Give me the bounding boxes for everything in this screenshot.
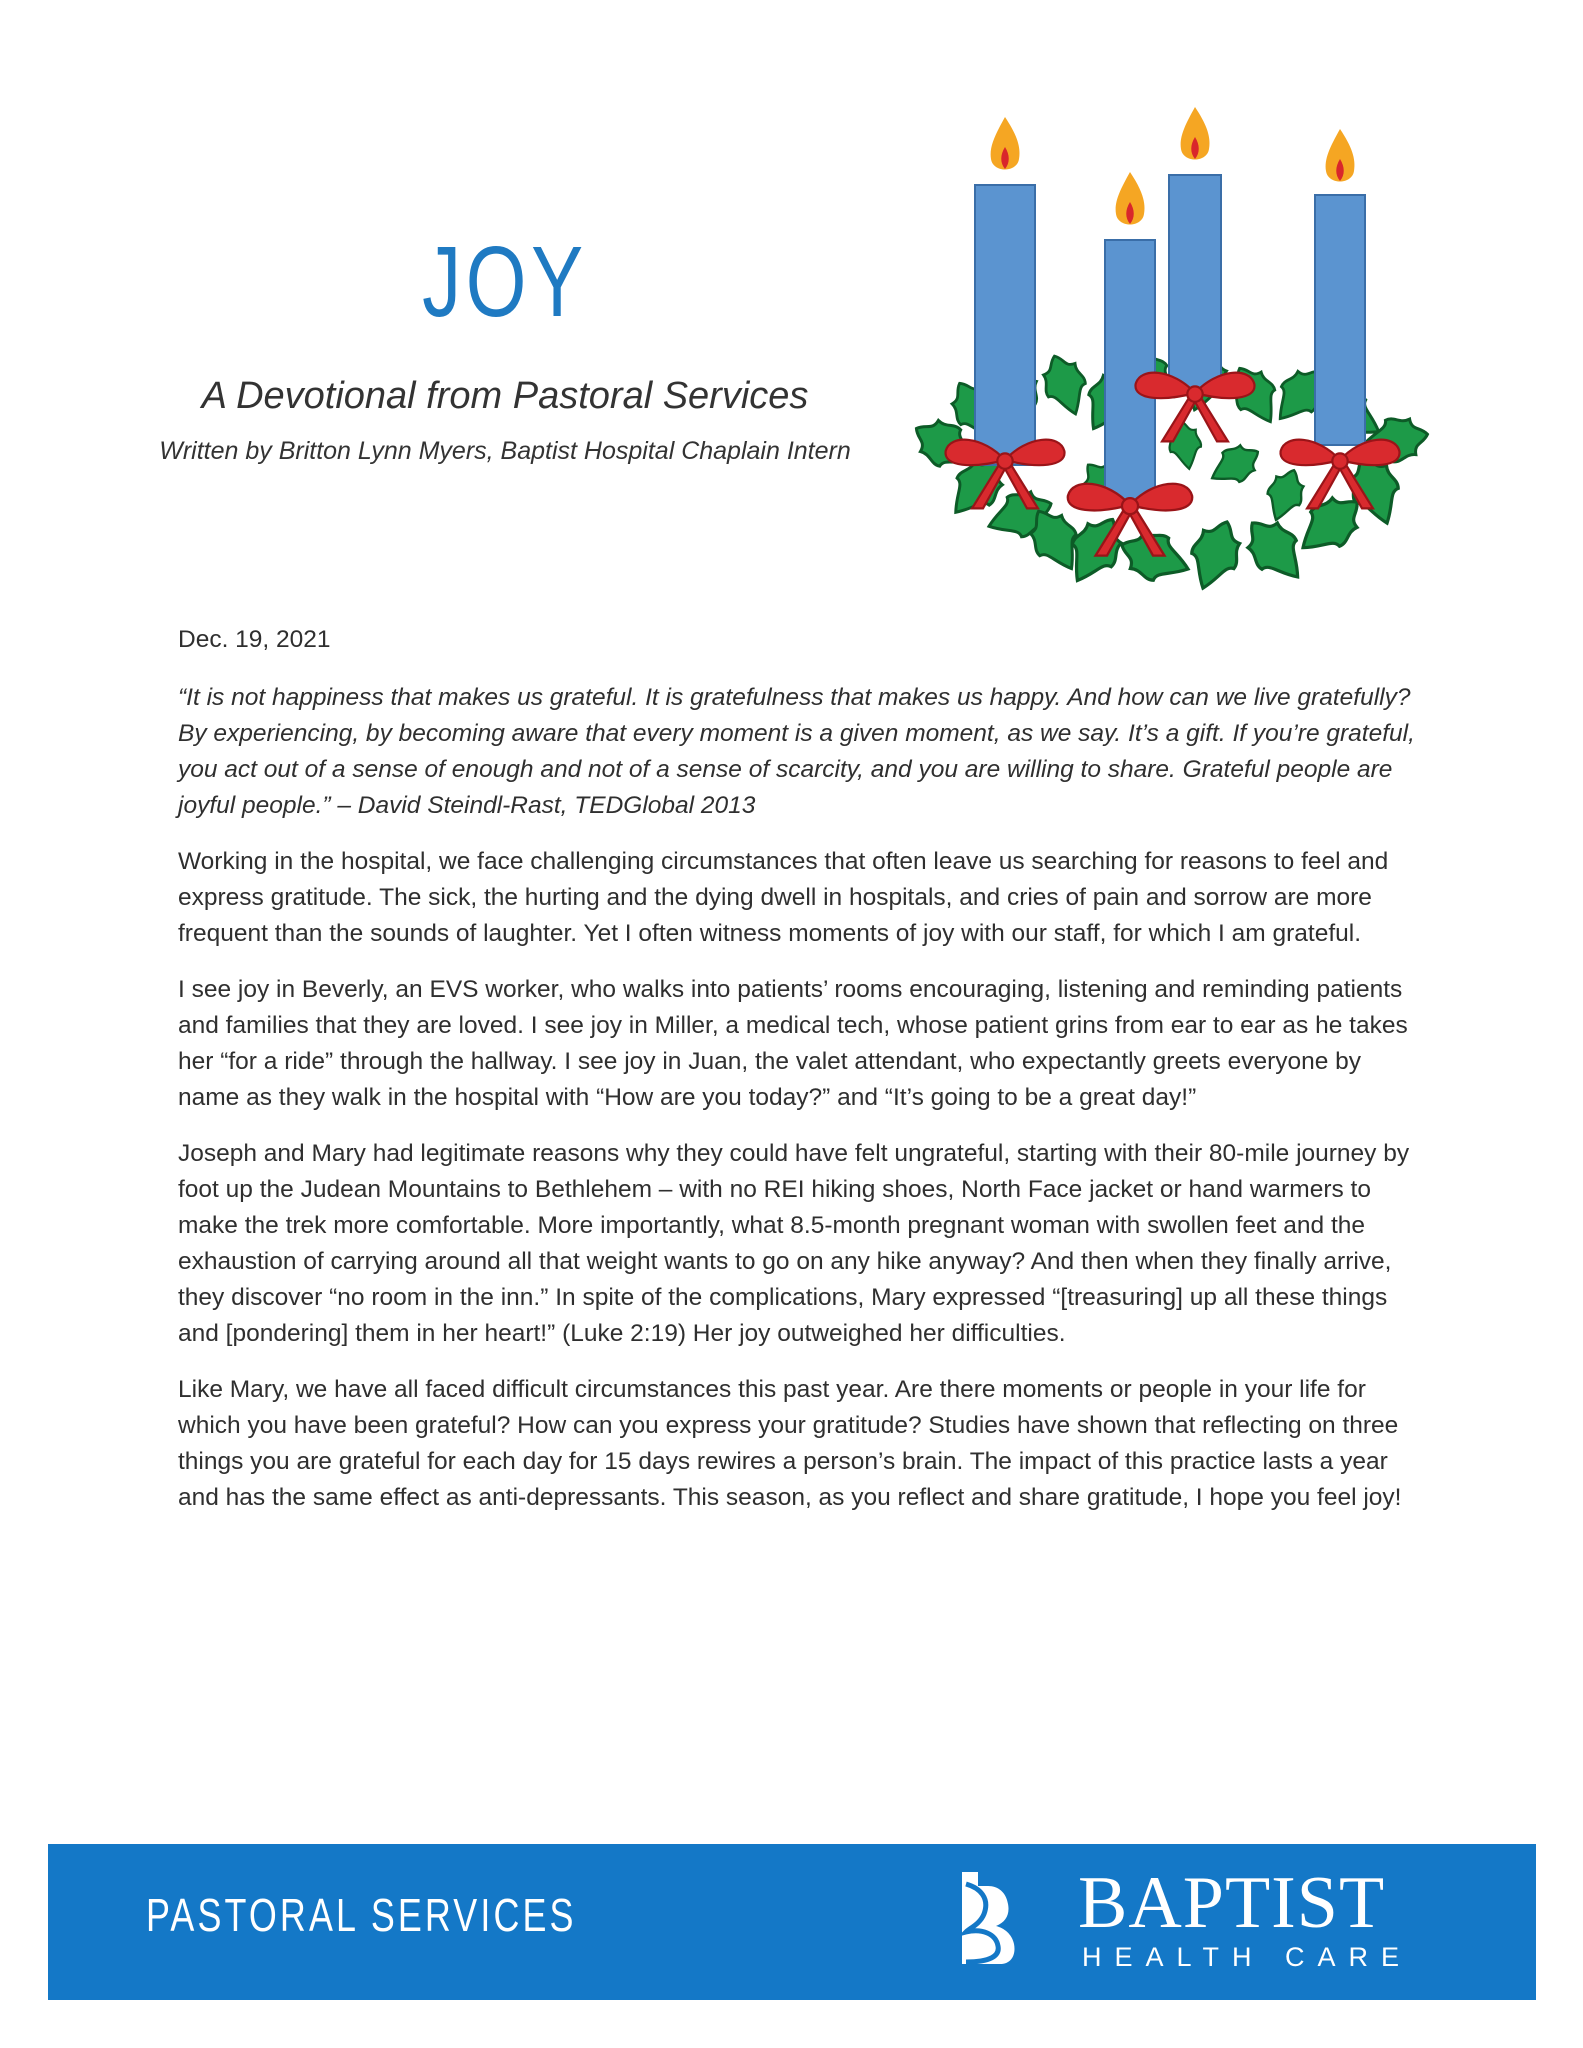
baptist-logo-icon [960, 1870, 1016, 1966]
advent-wreath-illustration [905, 95, 1445, 615]
page-title: JOY [422, 226, 588, 338]
opening-quote: “It is not happiness that makes us grateful. It is gratefulness that makes us happy. And how can we live gratefully? By experiencing, by becoming aware that every moment is a given moment, as we say. It’s a gift. If you’re grateful, you act out of a sense of enough and not of a sense of scarcity, and you are willing to share. Grateful people are joyful people.” – David Steindl-Rast, TEDGlobal 2013 [178, 684, 1415, 819]
article-body [178, 622, 1428, 1536]
candle-4 [1315, 195, 1365, 445]
author-byline: Written by Britton Lynn Myers, Baptist Hospital Chaplain Intern [159, 437, 851, 465]
candle-3 [1169, 175, 1221, 395]
candle-1 [975, 185, 1035, 465]
footer-banner [48, 1844, 1536, 2000]
paragraph: Joseph and Mary had legitimate reasons why they could have felt ungrateful, starting with their 80-mile journey by foot up the Judean Mountains to Bethlehem – with no REI hiking shoes, North Face jacket or hand warmers to make the trek more comfortable. More importantly, what 8.5-month pregnant woman with swollen feet and the exhaustion of carrying around all that weight wants to go on any hike anyway? And then when they finally arrive, they discover “no room in the inn.” In spite of the complications, Mary expressed “[treasuring] up all these things and [pondering] them in her heart!” (Luke 2:19) Her joy outweighed her difficulties. [178, 1140, 1410, 1347]
footer-department-label: PASTORAL SERVICES [146, 1889, 577, 1941]
paragraph: I see joy in Beverly, an EVS worker, who walks into patients’ rooms encouraging, listening and reminding patients and families that they are loved. I see joy in Miller, a medical tech, whose patient grins from ear to ear as he takes her “for a ride” through the hallway. I see joy in Juan, the valet attendant, who expectantly greets everyone by name as they walk in the hospital with “How are you today?” and “It’s going to be a great day!” [178, 976, 1408, 1111]
paragraph: Working in the hospital, we face challenging circumstances that often leave us searching for reasons to feel and express gratitude. The sick, the hurting and the dying dwell in hospitals, and cries of pain and sorrow are more frequent than the sounds of laughter. Yet I often witness moments of joy with our staff, for which I am grateful. [178, 848, 1389, 947]
article-date: Dec. 19, 2021 [178, 626, 331, 653]
paragraph: Like Mary, we have all faced difficult circumstances this past year. Are there moments or people in your life for which you have been grateful? How can you express your gratitude? Studies have shown that reflecting on three things you are grateful for each day for 15 days rewires a person’s brain. The impact of this practice lasts a year and has the same effect as anti-depressants. This season, as you reflect and share gratitude, I hope you feel joy! [178, 1376, 1402, 1511]
page-subtitle: A Devotional from Pastoral Services [201, 375, 809, 417]
logo-tagline: HEALTH CARE [1082, 1942, 1413, 1972]
logo-wordmark: BAPTIST [1078, 1862, 1386, 1944]
